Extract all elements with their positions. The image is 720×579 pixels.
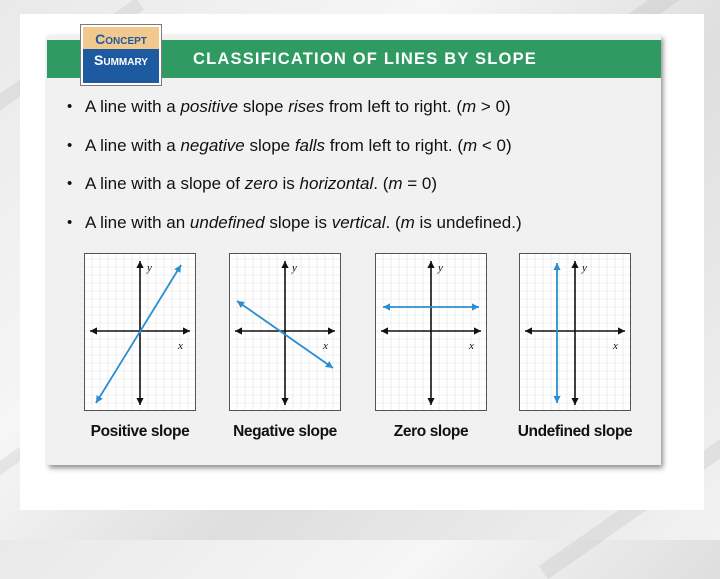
rule-text-segment: A line with an xyxy=(85,212,190,232)
rule-text-segment: is undefined.) xyxy=(414,212,522,232)
undefined-slope-plot xyxy=(519,253,631,411)
rule-text-segment: A line with a xyxy=(85,97,181,116)
y-axis-label: y xyxy=(582,262,587,274)
bullet-icon: • xyxy=(67,136,73,154)
rule-text-segment: . ( xyxy=(385,212,401,232)
x-axis-label: x xyxy=(323,340,328,352)
rule-text-segment: undefined xyxy=(189,212,265,232)
rule-text-segment: < 0) xyxy=(477,135,512,155)
rule-text-segment: slope xyxy=(238,97,289,116)
rule-text-segment: horizontal xyxy=(299,174,374,193)
graph-undefined-slope xyxy=(517,253,633,440)
concept-summary-card xyxy=(47,31,661,465)
graph-label-zero: Zero slope xyxy=(393,423,469,440)
rule-text-segment: . ( xyxy=(373,174,389,193)
x-axis-label: x xyxy=(178,340,183,352)
zero-slope-plot xyxy=(375,253,487,411)
y-axis-label: y xyxy=(147,262,152,274)
rule-text-segment: rises xyxy=(288,97,325,116)
rule-text-segment: from left to right. ( xyxy=(324,97,463,116)
badge-concept-label: Concept xyxy=(83,27,159,49)
rule-text-segment: falls xyxy=(294,135,326,155)
bullet-icon: • xyxy=(67,98,73,115)
x-axis-label: x xyxy=(613,340,618,352)
positive-slope-plot xyxy=(84,253,196,411)
slope-rule-item xyxy=(67,170,647,209)
graph-negative-slope xyxy=(229,253,341,440)
rule-text-segment: slope is xyxy=(264,212,332,232)
rule-text-segment: = 0) xyxy=(402,174,438,193)
rule-text-segment: from left to right. ( xyxy=(325,135,463,155)
slope-rules-list xyxy=(67,93,647,247)
slope-rule-item xyxy=(67,132,647,171)
y-axis-label: y xyxy=(292,262,297,274)
rule-text-segment: m xyxy=(462,97,477,116)
rule-text-segment: zero xyxy=(244,174,278,193)
graph-label-negative: Negative slope xyxy=(233,423,337,440)
bullet-icon: • xyxy=(67,213,73,231)
graph-positive-slope xyxy=(84,253,196,440)
rule-text-segment: A line with a xyxy=(85,135,181,155)
slope-rule-item xyxy=(67,209,647,248)
rule-text-segment: A line with a slope of xyxy=(85,174,245,193)
badge-summary-label: Summary xyxy=(83,49,159,83)
y-axis-label: y xyxy=(438,262,443,274)
x-axis-label: x xyxy=(469,340,474,352)
bullet-icon: • xyxy=(67,175,73,192)
rule-text-segment: m xyxy=(463,135,478,155)
slope-graphs xyxy=(84,253,644,463)
graph-label-undefined: Undefined slope xyxy=(517,423,633,440)
rule-text-segment: vertical xyxy=(331,212,386,232)
concept-summary-badge xyxy=(81,25,161,85)
rule-text-segment: is xyxy=(277,174,300,193)
negative-slope-plot xyxy=(229,253,341,411)
summary-title: CLASSIFICATION OF LINES BY SLOPE xyxy=(193,50,537,68)
rule-text-segment: m xyxy=(388,174,403,193)
rule-text-segment: slope xyxy=(244,135,295,155)
rule-text-segment: > 0) xyxy=(476,97,511,116)
rule-text-segment: positive xyxy=(180,97,239,116)
rule-text-segment: m xyxy=(400,212,415,232)
rule-text-segment: negative xyxy=(180,135,245,155)
slope-rule-item xyxy=(67,93,647,132)
graph-zero-slope xyxy=(375,253,487,440)
graph-label-positive: Positive slope xyxy=(90,423,190,440)
